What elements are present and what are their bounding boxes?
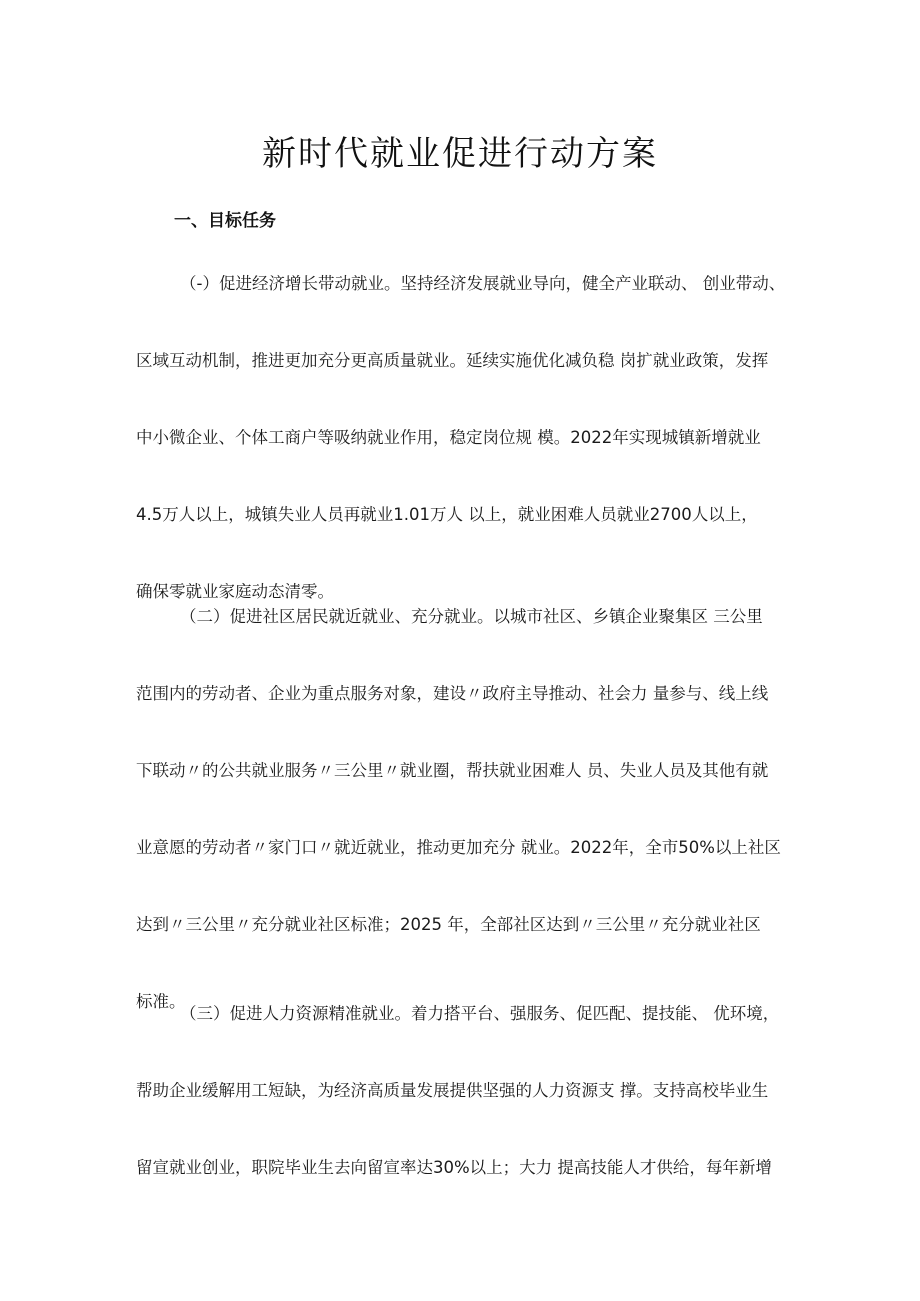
paragraph-2 [136, 604, 796, 1015]
paragraph-line: 范围内的劳动者、企业为重点服务对象，建设〃政府主导推动、社会力 量参与、线上线 [136, 684, 769, 703]
paragraph-line: 区域互动机制，推进更加充分更高质量就业。延续实施优化减负稳 岗扩就业政策，发挥 [136, 351, 769, 370]
paragraph-line: （三）促进人力资源精准就业。着力搭平台、强服务、促匹配、提技能、 优环境， [180, 1004, 780, 1023]
paragraph-line: 中小微企业、个体工商户等吸纳就业作用，稳定岗位规 模。2022年实现城镇新增就业 [136, 428, 761, 447]
paragraph-line: 下联动〃的公共就业服务〃三公里〃就业圈，帮扶就业困难人 员、失业人员及其他有就 [136, 761, 769, 780]
paragraph-line: 业意愿的劳动者〃家门口〃就近就业，推动更加充分 就业。2022年，全市50%以上社区 [136, 838, 781, 857]
paragraph-1 [136, 271, 796, 605]
paragraph-3 [136, 1001, 796, 1181]
paragraph-line: （-）促进经济增长带动就业。坚持经济发展就业导向，健全产业联动、 创业带动、 [180, 274, 786, 293]
paragraph-line: 确保零就业家庭动态清零。 [136, 582, 334, 601]
paragraph-line: 标准。 [136, 992, 186, 1011]
paragraph-line: 4.5万人以上，城镇失业人员再就业1.01万人 以上，就业困难人员就业2700人以上， [136, 505, 758, 524]
document-title: 新时代就业促进行动方案 [262, 134, 658, 174]
paragraph-line: 留宣就业创业，职院毕业生去向留宣率达30%以上；大力 提高技能人才供给，每年新增 [136, 1158, 772, 1177]
section-heading: 一、目标任务 [174, 211, 276, 231]
paragraph-line: 帮助企业缓解用工短缺，为经济高质量发展提供坚强的人力资源支 撑。支持高校毕业生 [136, 1081, 769, 1100]
paragraph-line: （二）促进社区居民就近就业、充分就业。以城市社区、乡镇企业聚集区 三公里 [180, 607, 763, 626]
paragraph-line: 达到〃三公里〃充分就业社区标准；2025 年，全部社区达到〃三公里〃充分就业社区 [136, 915, 761, 934]
